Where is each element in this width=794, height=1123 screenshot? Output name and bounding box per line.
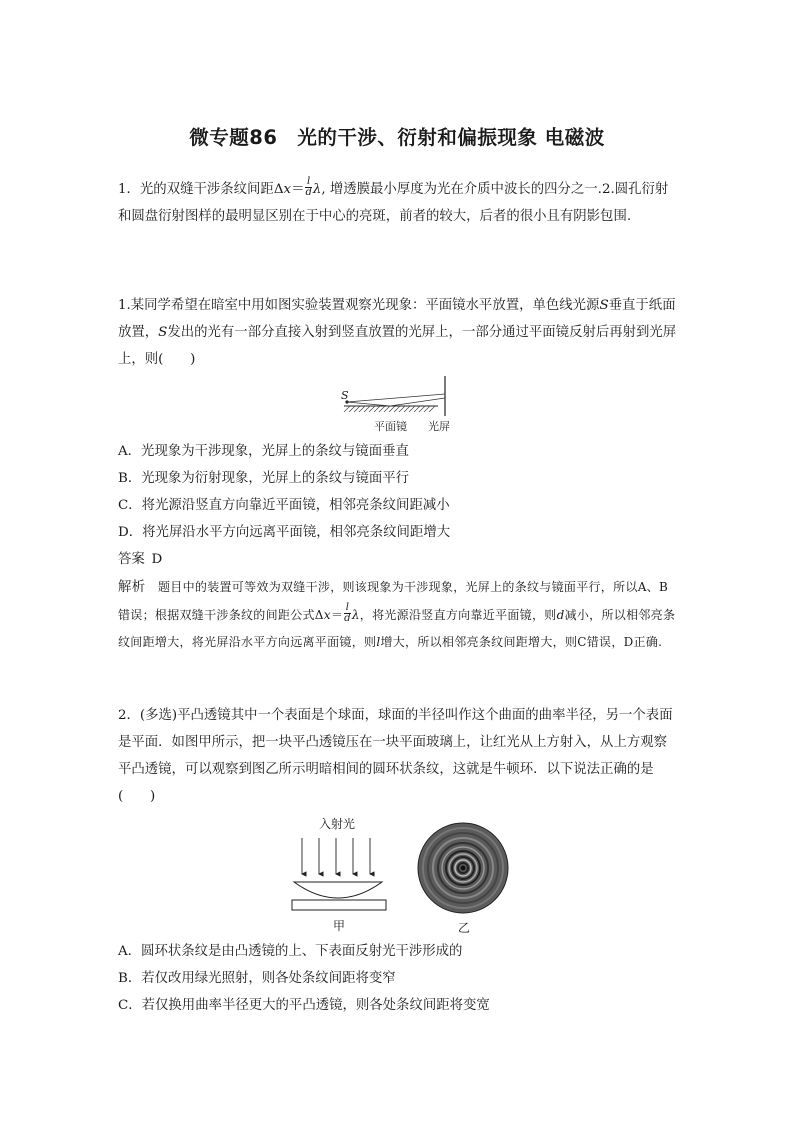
question-2-stem: 2．(多选)平凸透镜其中一个表面是个球面，球面的半径叫作这个曲面的曲率半径，另一个表面是平面．如图甲所示，把一块平凸透镜压在一块平面玻璃上，让红光从上方射入，从上方观察平凸透镜，可以观察到图乙所示明暗相间的圆环状条纹，这就是牛顿环．以下说法正确的是( ) xyxy=(118,708,673,804)
q2-option-b: B．若仅改用绿光照射，则各处条纹间距将变窄 xyxy=(118,971,396,986)
reflected-ray xyxy=(390,398,445,406)
q1-answer xyxy=(118,546,678,573)
summary-paragraph xyxy=(118,176,678,230)
q1-stem-a: 1.某同学希望在暗室中用如图实验装置观察光现象：平面镜水平放置，单色线光源 xyxy=(118,298,600,313)
q1-analysis xyxy=(118,574,678,657)
var-lambda: λ xyxy=(312,182,322,197)
incident-ray xyxy=(347,402,390,406)
var-s: S xyxy=(158,325,168,340)
summary-text-b: , 增透膜最小厚度为光在介质中波长的四分之一.2.圆孔衍射和圆盘衍射图样的最明显区别在于中心的亮斑，前者的较大，后者的很小且有阴影包围. xyxy=(118,182,669,224)
direct-ray xyxy=(347,394,445,402)
fraction-l-over-d xyxy=(305,177,311,198)
q1-option-b: B．光现象为衍射现象，光屏上的条纹与镜面平行 xyxy=(118,471,410,486)
question-1-stem xyxy=(118,292,678,373)
equals-sign: ＝ xyxy=(330,607,344,622)
answer-label: 答案 xyxy=(118,552,145,567)
var-x: x xyxy=(283,182,292,197)
analysis-text-c: 减小，所以相邻亮条纹间距增大，将光屏沿水平方向远离平面镜，则 xyxy=(118,607,676,649)
analysis-label: 解析 xyxy=(118,580,146,595)
source-label: S xyxy=(341,389,349,402)
incident-light-label: 入射光 xyxy=(319,817,356,831)
mirror-experiment-figure xyxy=(330,372,465,434)
label-jia: 甲 xyxy=(333,919,346,933)
analysis-text-d: 增大，所以相邻亮条纹间距增大，则C错误，D正确. xyxy=(380,635,663,649)
q2-option-c: C．若仅换用曲率半径更大的平凸透镜，则各处条纹间距将变宽 xyxy=(118,998,490,1013)
analysis-text-b: ，将光源沿竖直方向靠近平面镜，则 xyxy=(359,607,557,622)
q1-option-c: C．将光源沿竖直方向靠近平面镜，相邻亮条纹间距减小 xyxy=(118,498,450,513)
var-x: x xyxy=(323,607,331,622)
var-lambda: λ xyxy=(351,607,360,622)
var-d: d xyxy=(556,607,565,622)
newton-rings-figure xyxy=(415,822,515,938)
var-l: l xyxy=(376,635,381,649)
page-title: 微专题86 光的干涉、衍射和偏振现象 电磁波 xyxy=(189,126,605,149)
plano-convex-lens-figure xyxy=(286,812,396,936)
mirror-label: 平面镜 xyxy=(374,420,407,433)
q1-stem-b: 垂直于纸面放置， xyxy=(118,298,676,340)
analysis-text-a: 题目中的装置可等效为双缝干涉，则该现象为干涉现象，光屏上的条纹与镜面平行，所以A、B错误；根据双缝干涉条纹的间距公式Δ xyxy=(118,580,669,622)
equals-sign: ＝ xyxy=(291,182,305,197)
fraction-denominator: d xyxy=(344,612,351,624)
q1-option-d: D．将光屏沿水平方向远离平面镜，相邻亮条纹间距增大 xyxy=(118,525,451,540)
answer-value: D xyxy=(151,552,163,567)
fraction-l-over-d xyxy=(344,603,351,624)
summary-text-a: 1．光的双缝干涉条纹间距Δ xyxy=(118,182,284,197)
fraction-numerator: l xyxy=(345,601,350,613)
screen-label: 光屏 xyxy=(428,420,450,433)
plano-convex-lens xyxy=(294,882,382,898)
label-yi: 乙 xyxy=(458,921,471,935)
flat-glass-plate xyxy=(292,900,386,910)
fraction-denominator: d xyxy=(305,187,312,198)
incident-light-arrows xyxy=(302,838,370,874)
mirror-hatching xyxy=(344,406,438,412)
fraction-numerator: l xyxy=(307,176,311,187)
q2-option-a: A．圆环状条纹是由凸透镜的上、下表面反射光干涉形成的 xyxy=(118,944,463,959)
q1-stem-c: 发出的光有一部分直接入射到竖直放置的光屏上，一部分通过平面镜反射后再射到光屏上，则( ) xyxy=(118,325,677,367)
var-s: S xyxy=(599,298,609,313)
q1-option-a: A．光现象为干涉现象，光屏上的条纹与镜面垂直 xyxy=(118,444,409,459)
